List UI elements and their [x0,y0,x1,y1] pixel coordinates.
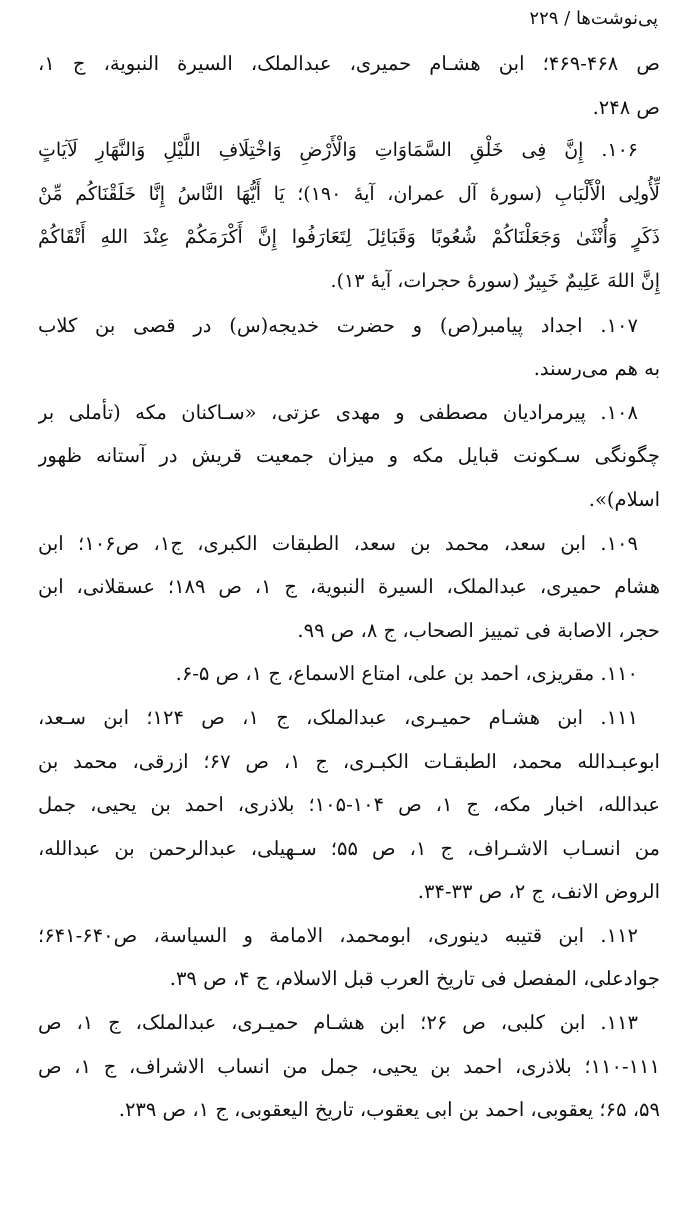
note-line: ۱۱۳. ابن کلبی، ص ۲۶؛ ابن هشـام حمیـری، عبدالملک، ج ۱، ص [38,1011,638,1035]
note-line: چگونگی سـکونت قبایل مکه و میزان جمعیت قریش در آستانه ظهور [38,444,660,468]
note-line: عبدالله، اخبار مکه، ج ۱، ص ۱۰۴-۱۰۵؛ بلاذری، احمد بن یحیی، جمل [38,793,660,817]
note-line: ۱۱۰-۱۱۱؛ بلاذری، احمد بن یحیی، جمل من انساب الاشراف، ج ۱، ص [38,1054,660,1078]
endnote-111 [38,696,660,914]
note-line: اسلام)». [588,487,660,511]
note-continuation [38,42,660,129]
note-line: حجر، الاصابة فی تمییز الصحاب، ج ۸، ص ۹۹. [297,618,660,642]
note-line: ۱۱۱. ابن هشـام حمیـری، عبدالملک، ج ۱، ص ۱۲۴؛ ابن سـعد، [38,705,638,729]
running-header: پی‌نوشت‌ها / ۲۲۹ [529,8,658,29]
note-line: جوادعلی، المفصل فی تاریخ العرب قبل الاسلام، ج ۴، ص ۳۹. [169,967,660,991]
note-line: الروض الانف، ج ۲، ص ۳۳-۳۴. [417,880,660,904]
endnote-112 [38,914,660,1001]
note-line: ذَکَرٍ وَأُنْثَىٰ وَجَعَلْنَاکُمْ شُعُوبًا وَقَبَائِلَ لِتَعَارَفُوا إِنَّ أَکْرَمَکُمْ عِنْدَ اللهِ أَتْقَاکُمْ [38,226,660,249]
note-line: ۱۰۸. پیرمرادیان مصطفی و مهدی عزتی، «سـاکنان مکه (تأملی بر [38,400,638,424]
endnote-109 [38,522,660,653]
note-line: به هم می‌رسند. [533,357,660,381]
note-line: ص ۲۴۸. [592,95,660,119]
endnote-113 [38,1001,660,1132]
endnote-106 [38,129,660,303]
endnotes-body [38,42,660,1132]
note-line: ۵۹، ۶۵؛ یعقوبی، احمد بن ابی یعقوب، تاریخ الیعقوبی، ج ۱، ص ۲۳۹. [118,1098,660,1122]
endnote-108 [38,391,660,522]
note-line: من انسـاب الاشـراف، ج ۱، ص ۵۵؛ سـهیلی، عبدالرحمن بن عبدالله، [38,836,660,860]
note-line: ص ۴۶۸-۴۶۹؛ ابن هشـام حمیری، عبدالملک، السیرة النبویة، ج ۱، [38,52,660,75]
note-line: إِنَّ اللهَ عَلِیمٌ خَبِیرٌ (سورهٔ حجرات، آیهٔ ۱۳). [330,269,660,292]
note-line: ۱۰۹. ابن سعد، محمد بن سعد، الطبقات الکبری، ج۱، ص۱۰۶؛ ابن [38,531,638,555]
note-line: ۱۰۶. إِنَّ فِی خَلْقِ السَّمَاوَاتِ وَالْأَرْضِ وَاخْتِلَافِ اللَّیْلِ وَالنَّهَارِ لَآیَاتٍ [38,139,638,162]
note-line: ۱۰۷. اجداد پیامبر(ص) و حضرت خدیجه(س) در قصی بن کلاب [38,313,638,337]
note-line: لِّأُولِی الْأَلْبَابِ (سورهٔ آل عمران، آیهٔ ۱۹۰)؛ یَا أَیُّهَا النَّاسُ إِنَّا خَلَقْنَاکُم مِّنْ [38,182,660,205]
note-line: ابوعبـدالله محمد، الطبقـات الکبـری، ج ۱، ص ۶۷؛ ازرقی، محمد بن [38,749,660,773]
note-line: هشام حمیری، عبدالملک، السیرة النبویة، ج ۱، ص ۱۸۹؛ عسقلانی، ابن [38,575,660,599]
endnote-107 [38,304,660,391]
endnote-110 [38,652,660,696]
note-line: ۱۱۲. ابن قتیبه دینوری، ابومحمد، الامامة و السیاسة، ص۶۴۰-۶۴۱؛ [38,923,638,947]
note-line: ۱۱۰. مقریزی، احمد بن علی، امتاع الاسماع، ج ۱، ص ۵-۶. [175,662,638,686]
